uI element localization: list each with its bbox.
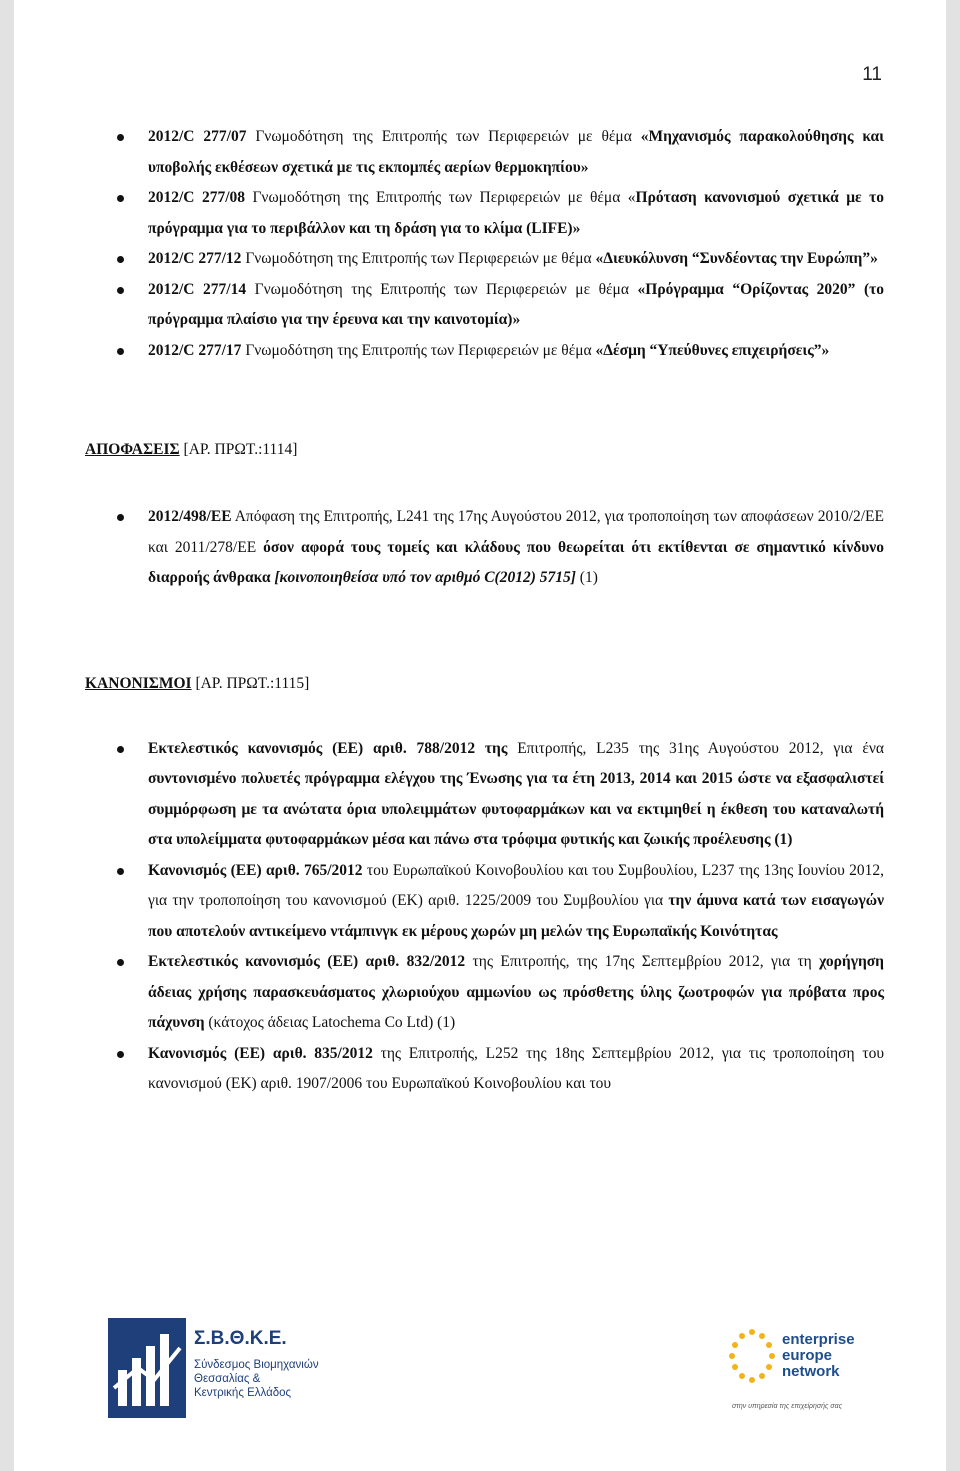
een-line1: enterprise bbox=[782, 1331, 855, 1348]
regulations-list bbox=[110, 734, 884, 1100]
een-line2: europe bbox=[782, 1347, 833, 1364]
decisions-ref: [ΑΡ. ΠΡΩΤ.:1114] bbox=[179, 441, 298, 458]
een-tagline: στην υπηρεσία της επιχείρησής σας bbox=[732, 1403, 842, 1410]
regulations-ref: [ΑΡ. ΠΡΩΤ.:1115] bbox=[191, 674, 310, 692]
list-item: 2012/C 277/08 Γνωμοδότηση της Επιτροπής των Περιφερειών με θέμα «Πρόταση κανονισμού σχετικά με το πρόγραμμα για το περιβάλλον και τη δράση για το κλίμα (LIFE)» bbox=[110, 183, 884, 244]
sbbke-line1: Σύνδεσμος Βιομηχανιών bbox=[194, 1359, 319, 1371]
sbbke-line3: Κεντρικής Ελλάδος bbox=[194, 1387, 292, 1399]
decisions-title: ΑΠΟΦΑΣΕΙΣ bbox=[85, 441, 180, 458]
list-item: 2012/C 277/12 Γνωμοδότηση της Επιτροπής των Περιφερειών με θέμα «Διευκόλυνση “Συνδέοντας την Ευρώπη”» bbox=[110, 244, 884, 275]
list-item: 2012/498/ΕΕ Απόφαση της Επιτροπής, L241 της 17ης Αυγούστου 2012, για τροποποίηση των αποφάσεων 2010/2/ΕΕ και 2011/278/ΕΕ όσον αφορά τους τομείς και κλάδους που θεωρείται ότι εκτίθενται σε σημαντικό κίνδυνο διαρροής άνθρακα [κοινοποιηθείσα υπό τον αριθμό C(2012) 5715] (1) bbox=[110, 502, 884, 594]
decisions-heading bbox=[85, 438, 884, 462]
sbbke-logo bbox=[108, 1318, 338, 1418]
sbbke-title: Σ.Β.Θ.Κ.Ε. bbox=[194, 1328, 287, 1349]
page-number: 11 bbox=[862, 64, 882, 85]
een-logo bbox=[722, 1322, 892, 1422]
list-item: 2012/C 277/17 Γνωμοδότηση της Επιτροπής των Περιφερειών με θέμα «Δέσμη “Υπεύθυνες επιχειρήσεις”» bbox=[110, 336, 884, 367]
list-item: Εκτελεστικός κανονισμός (ΕΕ) αριθ. 832/2012 της Επιτροπής, της 17ης Σεπτεμβρίου 2012, για τη χορήγηση άδειας χρήσης παρασκευάσματος χλωριούχου αμμωνίου ως πρόσθετης ύλης ζωοτροφών για πρόβατα προς πάχυνση (κάτοχος άδειας Latochema Co Ltd) (1) bbox=[110, 947, 884, 1039]
een-line3: network bbox=[782, 1363, 840, 1380]
decisions-list bbox=[110, 502, 884, 594]
sbbke-logo-graphic bbox=[108, 1318, 338, 1418]
page-border-left bbox=[0, 0, 14, 1471]
regulations-title: ΚΑΝΟΝΙΣΜΟΙ bbox=[85, 674, 192, 692]
list-item: Εκτελεστικός κανονισμός (ΕΕ) αριθ. 788/2012 της Επιτροπής, L235 της 31ης Αυγούστου 2012, για ένα συντονισμένο πολυετές πρόγραμμα ελέγχου της Ένωσης για τα έτη 2013, 2014 και 2015 ώστε να εξασφαλιστεί συμμόρφωση με τα ανώτατα όρια υπολειμμάτων φυτοφαρμάκων και να εκτιμηθεί η έκθεση του καταναλωτή στα υπολείμματα φυτοφαρμάκων μέσα και πάνω στα τρόφιμα φυτικής και ζωικής προέλευσης (1) bbox=[110, 734, 884, 856]
page-border-right bbox=[946, 0, 960, 1471]
document-body bbox=[85, 122, 885, 1100]
list-item: Κανονισμός (ΕΕ) αριθ. 765/2012 του Ευρωπαϊκού Κοινοβουλίου και του Συμβουλίου, L237 της 13ης Ιουνίου 2012, για την τροποποίηση του κανονισμού (ΕΚ) αριθ. 1225/2009 του Συμβουλίου για την άμυνα κατά των εισαγωγών που αποτελούν αντικείμενο ντάμπινγκ εκ μέρους χωρών μη μελών της Ευρωπαϊκής Κοινότητας bbox=[110, 856, 884, 948]
list-item: Κανονισμός (ΕΕ) αριθ. 835/2012 της Επιτροπής, L252 της 18ης Σεπτεμβρίου 2012, για τις τροποποίηση του κανονισμού (ΕΚ) αριθ. 1907/2006 του Ευρωπαϊκού Κοινοβουλίου και του bbox=[110, 1039, 884, 1100]
list-item: 2012/C 277/14 Γνωμοδότηση της Επιτροπής των Περιφερειών με θέμα «Πρόγραμμα “Ορίζοντας 2020” (το πρόγραμμα πλαίσιο για την έρευνα και την καινοτομία)» bbox=[110, 275, 884, 336]
regulations-heading bbox=[85, 672, 884, 696]
sbbke-line2: Θεσσαλίας & bbox=[194, 1373, 261, 1385]
een-logo-graphic bbox=[722, 1322, 892, 1422]
opinions-list bbox=[110, 122, 884, 366]
list-item: 2012/C 277/07 Γνωμοδότηση της Επιτροπής των Περιφερειών με θέμα «Μηχανισμός παρακολούθησης και υποβολής εκθέσεων σχετικά με τις εκπομπές αερίων θερμοκηπίου» bbox=[110, 122, 884, 183]
